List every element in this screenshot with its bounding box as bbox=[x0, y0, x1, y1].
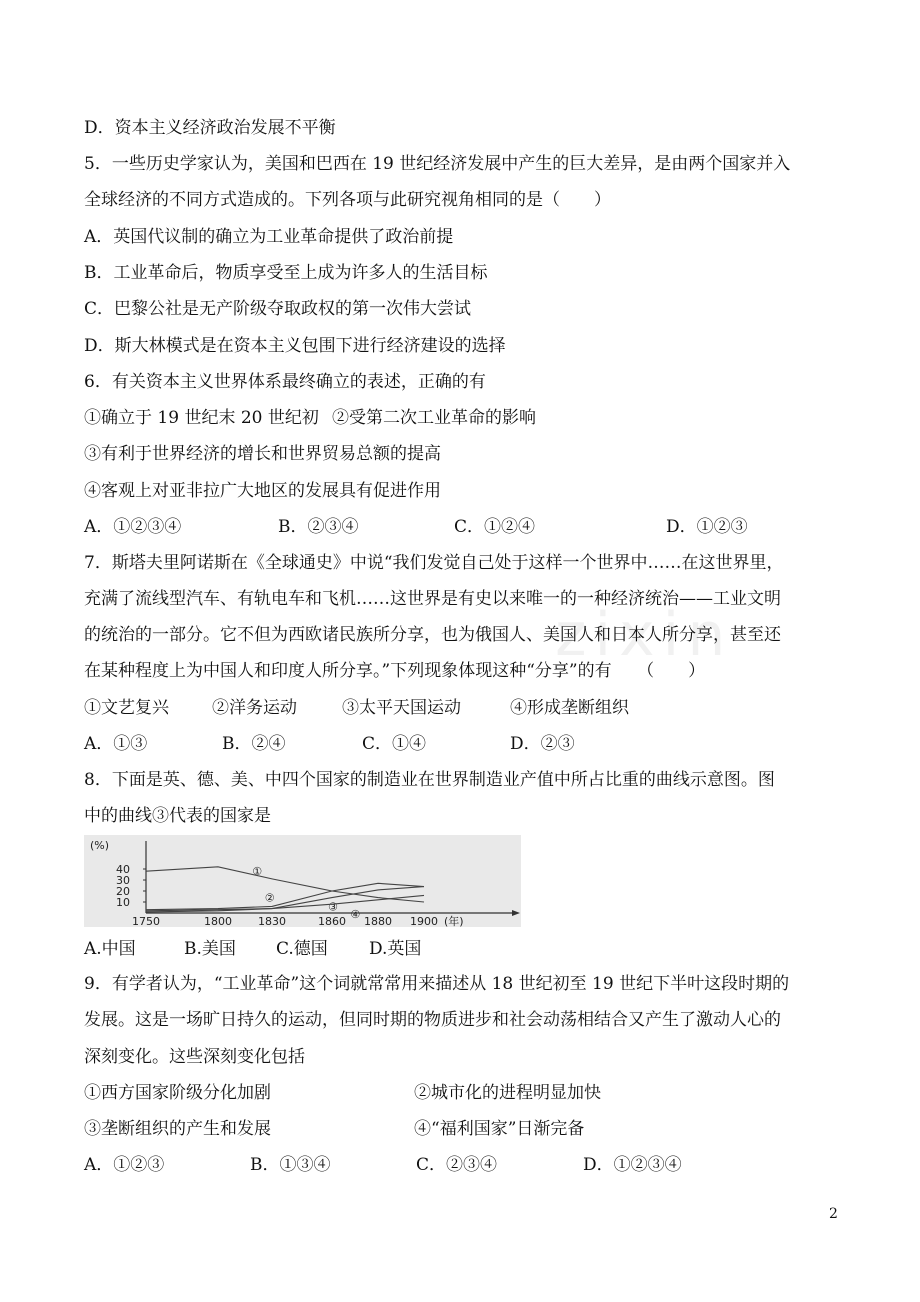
x-unit-label: (年) bbox=[444, 915, 464, 927]
q9-option-d: D．①②③④ bbox=[583, 1155, 682, 1175]
q9-stem-line-1: 9．有学者认为，“工业革命”这个词就常常用来描述从 18 世纪初至 19 世纪下半叶这段时期的 bbox=[84, 974, 790, 994]
x-tick-label: 1880 bbox=[364, 915, 392, 927]
x-tick-label: 1800 bbox=[204, 915, 232, 927]
x-axis-arrow bbox=[512, 910, 520, 916]
q9-stem-line-3: 深刻变化。这些深刻变化包括 bbox=[84, 1047, 305, 1067]
x-tick-label: 1750 bbox=[132, 915, 160, 927]
q7-item-3: ③太平天国运动 bbox=[342, 698, 461, 718]
y-tick-label: 10 bbox=[116, 896, 130, 909]
q9-option-a: A．①②③ bbox=[84, 1155, 165, 1175]
q7-item-2: ②洋务运动 bbox=[212, 698, 297, 718]
q8-option-a: A.中国 bbox=[84, 939, 136, 959]
q5-option-c: C．巴黎公社是无产阶级夺取政权的第一次伟大尝试 bbox=[84, 299, 472, 319]
q7-option-b: B．②④ bbox=[222, 734, 286, 754]
y-tick-label: 30 bbox=[116, 874, 130, 887]
y-tick-label: 20 bbox=[116, 885, 130, 898]
q9-option-b: B．①③④ bbox=[250, 1155, 331, 1175]
y-unit-label: (%) bbox=[90, 839, 110, 852]
q8-option-b: B.美国 bbox=[184, 939, 236, 959]
q5-stem-line-1: 5．一些历史学家认为，美国和巴西在 19 世纪经济发展中产生的巨大差异，是由两个国家并入 bbox=[84, 154, 791, 174]
q7-stem-line-4: 在某种程度上为中国人和印度人所分享。”下列现象体现这种“分享”的有 （ ） bbox=[84, 661, 706, 681]
series-label-2: ② bbox=[264, 891, 275, 905]
y-tick-label: 40 bbox=[116, 863, 130, 876]
q6-option-a: A．①②③④ bbox=[84, 517, 182, 537]
manufacturing-share-chart bbox=[84, 835, 521, 927]
q5-option-b: B．工业革命后，物质享受至上成为许多人的生活目标 bbox=[84, 263, 488, 283]
watermark: zixin bbox=[555, 600, 734, 670]
q9-item-2: ②城市化的进程明显加快 bbox=[414, 1083, 601, 1103]
q7-option-c: C．①④ bbox=[362, 734, 427, 754]
q7-stem-line-1: 7．斯塔夫里阿诺斯在《全球通史》中说“我们发觉自己处于这样一个世界中……在这世界里， bbox=[84, 553, 784, 573]
x-tick-label: 1860 bbox=[318, 915, 346, 927]
series-label-4: ④ bbox=[350, 908, 361, 922]
q6-option-c: C．①②④ bbox=[454, 517, 536, 537]
q6-item-4: ④客观上对亚非拉广大地区的发展具有促进作用 bbox=[84, 481, 441, 501]
page-number: 2 bbox=[829, 1206, 838, 1222]
q7-item-4: ④形成垄断组织 bbox=[510, 698, 629, 718]
x-tick-label: 1830 bbox=[258, 915, 286, 927]
q9-stem-line-2: 发展。这是一场旷日持久的运动，但同时期的物质进步和社会动荡相结合又产生了激动人心的 bbox=[84, 1010, 781, 1030]
q6-item-2: ②受第二次工业革命的影响 bbox=[332, 408, 536, 428]
series-label-3: ③ bbox=[328, 900, 338, 914]
q6-item-3: ③有利于世界经济的增长和世界贸易总额的提高 bbox=[84, 444, 441, 464]
q7-stem-line-3: 的统治的一部分。它不但为西欧诸民族所分享，也为俄国人、美国人和日本人所分享，甚至还 bbox=[84, 625, 781, 645]
x-tick-label: 1900 bbox=[410, 915, 438, 927]
q7-option-d: D．②③ bbox=[510, 734, 575, 754]
chart-svg bbox=[84, 835, 521, 927]
q8-option-d: D.英国 bbox=[369, 939, 422, 959]
q9-item-3: ③垄断组织的产生和发展 bbox=[84, 1119, 271, 1139]
q4-option-d: D．资本主义经济政治发展不平衡 bbox=[84, 118, 336, 138]
q5-option-d: D．斯大林模式是在资本主义包围下进行经济建设的选择 bbox=[84, 336, 506, 356]
q8-stem-line-2: 中的曲线③代表的国家是 bbox=[84, 806, 271, 826]
q9-item-4: ④“福利国家”日渐完备 bbox=[414, 1119, 585, 1139]
q8-stem-line-1: 8．下面是英、德、美、中四个国家的制造业在世界制造业产值中所占比重的曲线示意图。图 bbox=[84, 770, 775, 790]
q7-stem-line-2: 充满了流线型汽车、有轨电车和飞机……这世界是有史以来唯一的一种经济统治——工业文明 bbox=[84, 589, 781, 609]
series-label-1: ① bbox=[252, 865, 263, 879]
q5-stem-line-2: 全球经济的不同方式造成的。下列各项与此研究视角相同的是（ ） bbox=[84, 190, 611, 210]
q6-option-b: B．②③④ bbox=[278, 517, 359, 537]
q7-item-1: ①文艺复兴 bbox=[84, 698, 169, 718]
series-line-1 bbox=[146, 867, 424, 902]
q7-option-a: A．①③ bbox=[84, 734, 148, 754]
q6-item-1: ①确立于 19 世纪末 20 世纪初 bbox=[84, 408, 319, 428]
q9-option-c: C．②③④ bbox=[416, 1155, 498, 1175]
q5-option-a: A．英国代议制的确立为工业革命提供了政治前提 bbox=[84, 227, 454, 247]
q6-stem: 6．有关资本主义世界体系最终确立的表述，正确的有 bbox=[84, 372, 486, 392]
q6-option-d: D．①②③ bbox=[666, 517, 748, 537]
q8-option-c: C.德国 bbox=[276, 939, 328, 959]
q9-item-1: ①西方国家阶级分化加剧 bbox=[84, 1083, 271, 1103]
